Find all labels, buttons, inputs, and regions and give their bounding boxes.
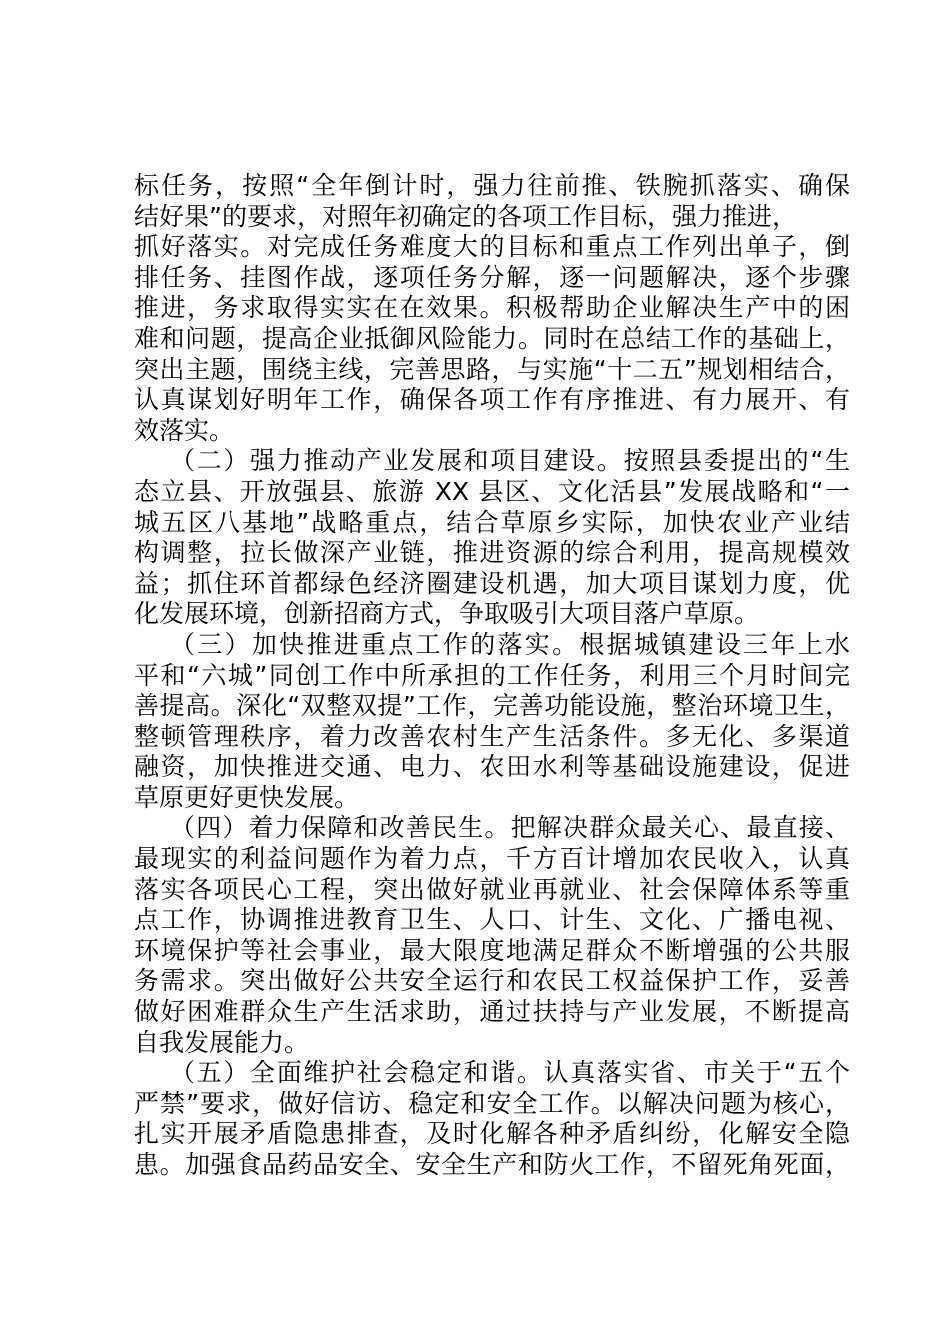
text-line: 环境保护等社会事业，最大限度地满足群众不断增强的公共服 [134, 935, 850, 965]
text-line: 突出主题，围绕主线，完善思路，与实施“十二五”规划相结合， [134, 354, 850, 384]
text-line: 排任务、挂图作战，逐项任务分解，逐一问题解决，逐个步骤 [134, 262, 850, 292]
text-line: 扎实开展矛盾隐患排查，及时化解各种矛盾纠纷，化解安全隐 [134, 1119, 850, 1149]
text-line: 自我发展能力。 [134, 1027, 310, 1057]
text-line: 草原更好更快发展。 [134, 782, 360, 812]
text-line: 难和问题，提高企业抵御风险能力。同时在总结工作的基础上， [134, 323, 850, 353]
text-line: 益；抓住环首都绿色经济圈建设机遇，加大项目谋划力度，优 [134, 568, 850, 598]
text-line: 整顿管理秩序，着力改善农村生产生活条件。多无化、多渠道 [134, 721, 850, 751]
text-line: 点工作，协调推进教育卫生、人口、计生、文化、广播电视、 [134, 905, 850, 935]
text-line: （四）着力保障和改善民生。把解决群众最关心、最直接、 [170, 813, 850, 843]
text-line: 构调整，拉长做深产业链，推进资源的综合利用，提高规模效 [134, 538, 850, 568]
text-line: 严禁”要求，做好信访、稳定和安全工作。以解决问题为核心， [134, 1088, 850, 1118]
text-line: 抓好落实。对完成任务难度大的目标和重点工作列出单子，倒 [134, 232, 850, 262]
text-line: （二）强力推动产业发展和项目建设。按照县委提出的“生 [170, 446, 850, 476]
text-line: 平和“六城”同创工作中所承担的工作任务，利用三个月时间完 [134, 660, 850, 690]
text-line: 善提高。深化“双整双提”工作，完善功能设施，整治环境卫生， [134, 691, 850, 721]
text-line: 推进，务求取得实实在在效果。积极帮助企业解决生产中的困 [134, 293, 850, 323]
text-line: 最现实的利益问题作为着力点，千方百计增加农民收入，认真 [134, 844, 850, 874]
text-line: 效落实。 [134, 415, 235, 445]
text-line: 城五区八基地”战略重点，结合草原乡实际，加快农业产业结 [134, 507, 850, 537]
text-line: 认真谋划好明年工作，确保各项工作有序推进、有力展开、有 [134, 385, 850, 415]
document-body [134, 171, 850, 1181]
text-line: 化发展环境，创新招商方式，争取吸引大项目落户草原。 [134, 599, 760, 629]
text-line: 落实各项民心工程，突出做好就业再就业、社会保障体系等重 [134, 874, 850, 904]
text-line: 做好困难群众生产生活求助，通过扶持与产业发展，不断提高 [134, 997, 850, 1027]
text-line: 结好果”的要求，对照年初确定的各项工作目标，强力推进， [134, 201, 797, 231]
text-line: 务需求。突出做好公共安全运行和农民工权益保护工作，妥善 [134, 966, 850, 996]
text-line: （三）加快推进重点工作的落实。根据城镇建设三年上水 [170, 629, 850, 659]
text-line: 标任务，按照“全年倒计时，强力往前推、铁腕抓落实、确保 [134, 171, 850, 200]
text-line: 患。加强食品药品安全、安全生产和防火工作，不留死角死面， [134, 1150, 850, 1179]
text-line: 态立县、开放强县、旅游 XX 县区、文化活县”发展战略和“一 [134, 476, 850, 506]
text-line: （五）全面维护社会稳定和谐。认真落实省、市关于“五个 [170, 1058, 850, 1088]
text-line: 融资，加快推进交通、电力、农田水利等基础设施建设，促进 [134, 752, 850, 782]
